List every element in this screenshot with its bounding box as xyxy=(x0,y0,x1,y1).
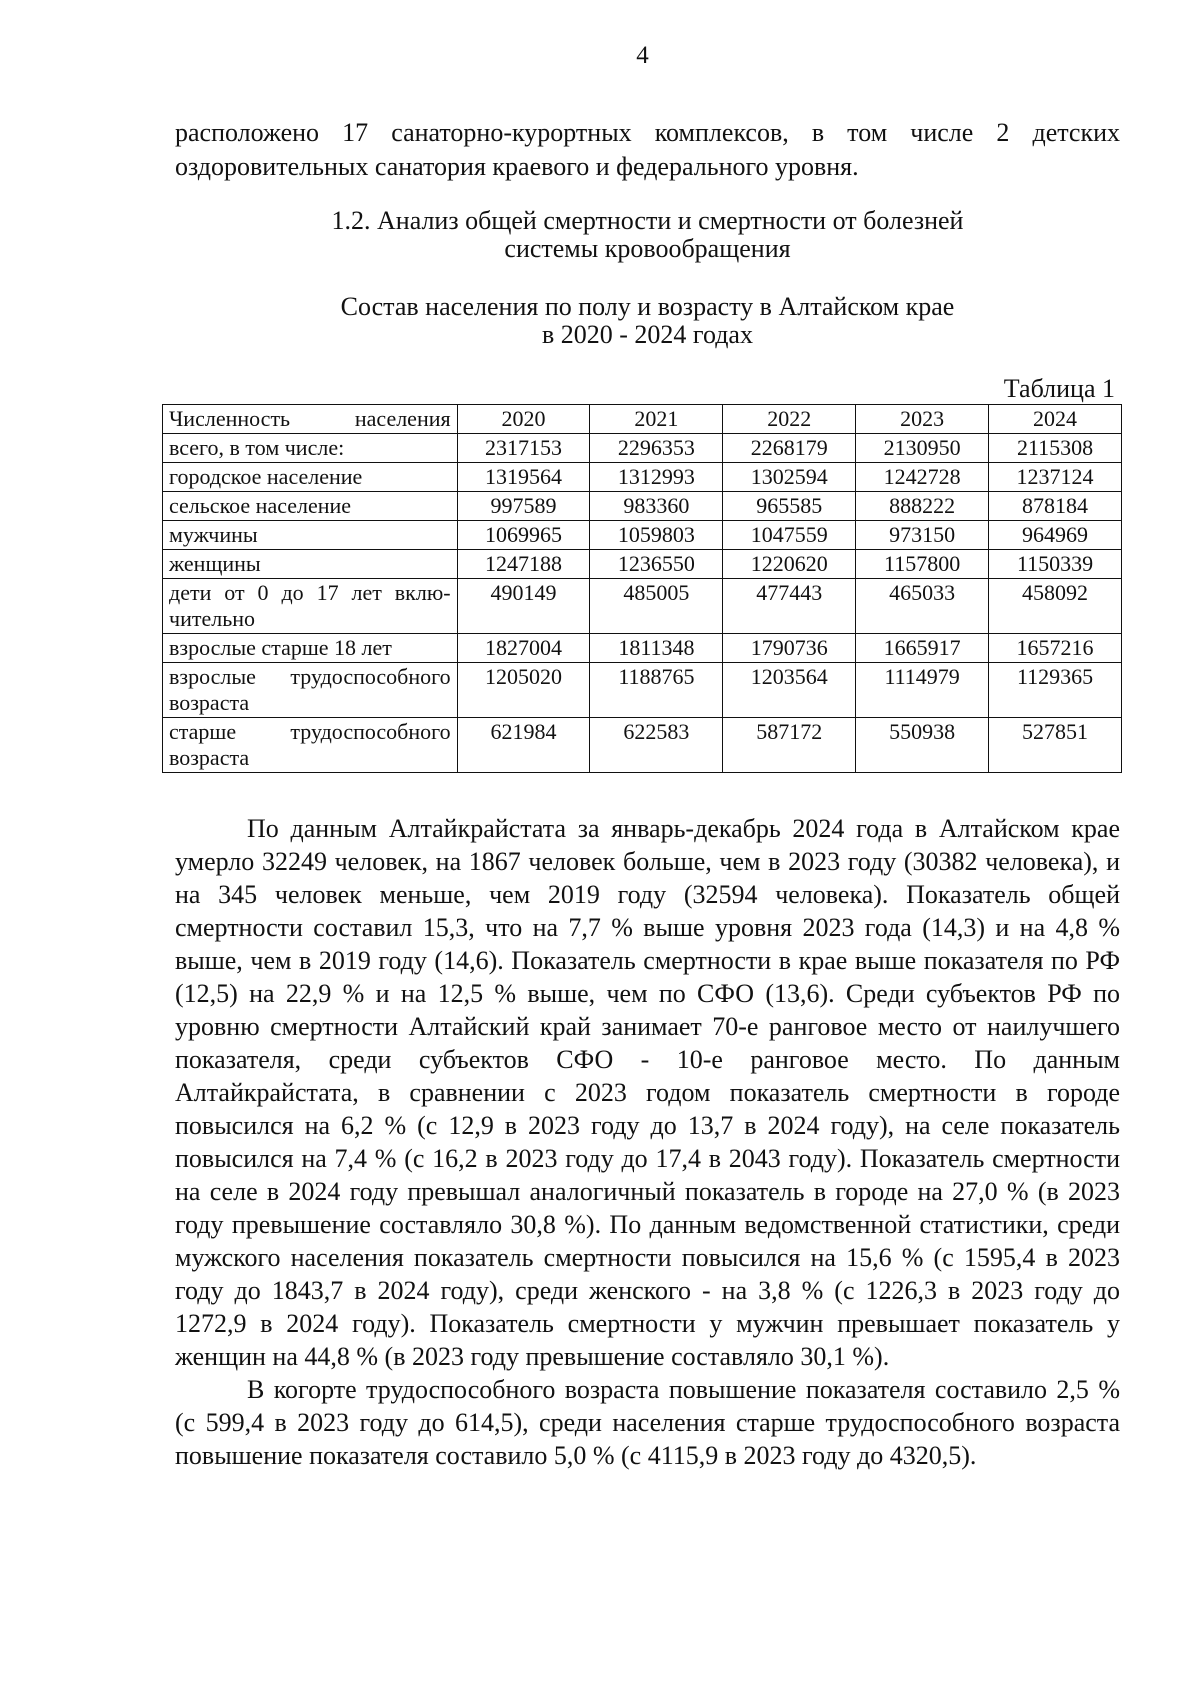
row-label-cell: мужчины xyxy=(163,521,458,550)
value-cell: 587172 xyxy=(723,718,856,773)
table-label: Таблица 1 xyxy=(1003,374,1115,403)
population-table xyxy=(162,404,1122,773)
row-label-cell: сельское население xyxy=(163,492,458,521)
intro-paragraph xyxy=(175,116,1120,184)
row-label-cell: дети от 0 до 17 лет вклю- чительно xyxy=(163,579,458,634)
value-cell: 983360 xyxy=(590,492,723,521)
table-caption xyxy=(175,293,1120,349)
value-cell: 1205020 xyxy=(457,663,590,718)
table-row xyxy=(163,463,1122,492)
value-cell: 1069965 xyxy=(457,521,590,550)
value-cell: 973150 xyxy=(856,521,989,550)
value-cell: 1319564 xyxy=(457,463,590,492)
value-cell: 1047559 xyxy=(723,521,856,550)
row-label-cell: взрослые старше 18 лет xyxy=(163,634,458,663)
value-cell: 1247188 xyxy=(457,550,590,579)
value-cell: 1665917 xyxy=(856,634,989,663)
value-cell: 2115308 xyxy=(989,434,1122,463)
value-cell: 621984 xyxy=(457,718,590,773)
section-heading-line-1: 1.2. Анализ общей смертности и смертности от болезней xyxy=(331,206,964,235)
table-row xyxy=(163,663,1122,718)
table-row xyxy=(163,579,1122,634)
value-cell: 485005 xyxy=(590,579,723,634)
row-label-cell: женщины xyxy=(163,550,458,579)
table-caption-line-1: Состав населения по полу и возрасту в Алтайском крае xyxy=(340,292,955,321)
value-cell: 527851 xyxy=(989,718,1122,773)
value-cell: 490149 xyxy=(457,579,590,634)
value-cell: 1302594 xyxy=(723,463,856,492)
header-year-cell: 2020 xyxy=(457,405,590,434)
value-cell: 1237124 xyxy=(989,463,1122,492)
value-cell: 1657216 xyxy=(989,634,1122,663)
table-row xyxy=(163,718,1122,773)
table-row xyxy=(163,521,1122,550)
value-cell: 964969 xyxy=(989,521,1122,550)
section-heading xyxy=(175,207,1120,263)
value-cell: 1129365 xyxy=(989,663,1122,718)
value-cell: 2130950 xyxy=(856,434,989,463)
value-cell: 2296353 xyxy=(590,434,723,463)
value-cell: 997589 xyxy=(457,492,590,521)
value-cell: 1220620 xyxy=(723,550,856,579)
value-cell: 878184 xyxy=(989,492,1122,521)
value-cell: 1059803 xyxy=(590,521,723,550)
table-row xyxy=(163,634,1122,663)
paragraph-working-age-cohort: В когорте трудоспособного возраста повышение показателя составило 2,5 % (с 599,4 в 2023 году до 614,5), среди населения старше трудоспособного возраста повышение показателя составило 5,0 % (с 4115,9 в 2023 году до 4320,5). xyxy=(175,1375,1120,1470)
value-cell: 1811348 xyxy=(590,634,723,663)
row-label-cell: городское население xyxy=(163,463,458,492)
header-year-cell: 2024 xyxy=(989,405,1122,434)
value-cell: 1790736 xyxy=(723,634,856,663)
section-heading-line-2: системы кровообращения xyxy=(504,234,791,263)
value-cell: 550938 xyxy=(856,718,989,773)
table-row xyxy=(163,434,1122,463)
value-cell: 458092 xyxy=(989,579,1122,634)
page-number: 4 xyxy=(636,42,649,69)
paragraph-mortality-analysis: По данным Алтайкрайстата за январь-декабрь 2024 года в Алтайском крае умерло 32249 человек, на 1867 человек больше, чем в 2023 году (30382 человека), и на 345 человек меньше, чем 2019 году (32594 человека). Показатель общей смертности составил 15,3, что на 7,7 % выше уровня 2023 года (14,3) и на 4,8 % выше, чем в 2019 году (14,6). Показатель смертности в крае выше показателя по РФ (12,5) на 22,9 % и на 12,5 % выше, чем по СФО (13,6). Среди субъектов РФ по уровню смертности Алтайский край занимает 70-е ранговое место от наилучшего показателя, среди субъектов СФО - 10-е ранговое место. По данным Алтайкрайстата, в сравнении с 2023 годом показатель смертности в городе повысился на 6,2 % (с 12,9 в 2023 году до 13,7 в 2024 году), на селе показатель повысился на 7,4 % (с 16,2 в 2023 году до 17,4 в 2043 году). Показатель смертности на селе в 2024 году превышал аналогичный показатель в городе на 27,0 % (в 2023 году превышение составляло 30,8 %). По данным ведомственной статистики, среди мужского населения показатель смертности повысился на 15,6 % (с 1595,4 в 2023 году до 1843,7 в 2024 году), среди женского - на 3,8 % (с 1226,3 в 2023 году до 1272,9 в 2024 году). Показатель смертности у мужчин превышает показатель у женщин на 44,8 % (в 2023 году превышение составляло 30,1 %). xyxy=(175,814,1120,1371)
value-cell: 1236550 xyxy=(590,550,723,579)
table-row xyxy=(163,492,1122,521)
table-caption-line-2: в 2020 - 2024 годах xyxy=(542,320,753,349)
header-label-cell: Численность населения xyxy=(163,405,458,434)
value-cell: 1114979 xyxy=(856,663,989,718)
value-cell: 965585 xyxy=(723,492,856,521)
value-cell: 2317153 xyxy=(457,434,590,463)
table-row xyxy=(163,550,1122,579)
header-year-cell: 2021 xyxy=(590,405,723,434)
value-cell: 477443 xyxy=(723,579,856,634)
value-cell: 465033 xyxy=(856,579,989,634)
value-cell: 1312993 xyxy=(590,463,723,492)
table-header-row xyxy=(163,405,1122,434)
intro-line-1: расположено 17 санаторно-курортных комплексов, в том числе 2 детских xyxy=(175,118,1120,147)
header-year-cell: 2022 xyxy=(723,405,856,434)
intro-line-2: оздоровительных санатория краевого и федерального уровня. xyxy=(175,152,859,181)
body-text xyxy=(175,812,1120,1472)
row-label-cell: взрослые трудоспособного возраста xyxy=(163,663,458,718)
value-cell: 1157800 xyxy=(856,550,989,579)
value-cell: 1188765 xyxy=(590,663,723,718)
row-label-cell: всего, в том числе: xyxy=(163,434,458,463)
header-year-cell: 2023 xyxy=(856,405,989,434)
value-cell: 1827004 xyxy=(457,634,590,663)
row-label-cell: старше трудоспособного возраста xyxy=(163,718,458,773)
value-cell: 2268179 xyxy=(723,434,856,463)
value-cell: 1203564 xyxy=(723,663,856,718)
value-cell: 888222 xyxy=(856,492,989,521)
value-cell: 1242728 xyxy=(856,463,989,492)
value-cell: 622583 xyxy=(590,718,723,773)
value-cell: 1150339 xyxy=(989,550,1122,579)
